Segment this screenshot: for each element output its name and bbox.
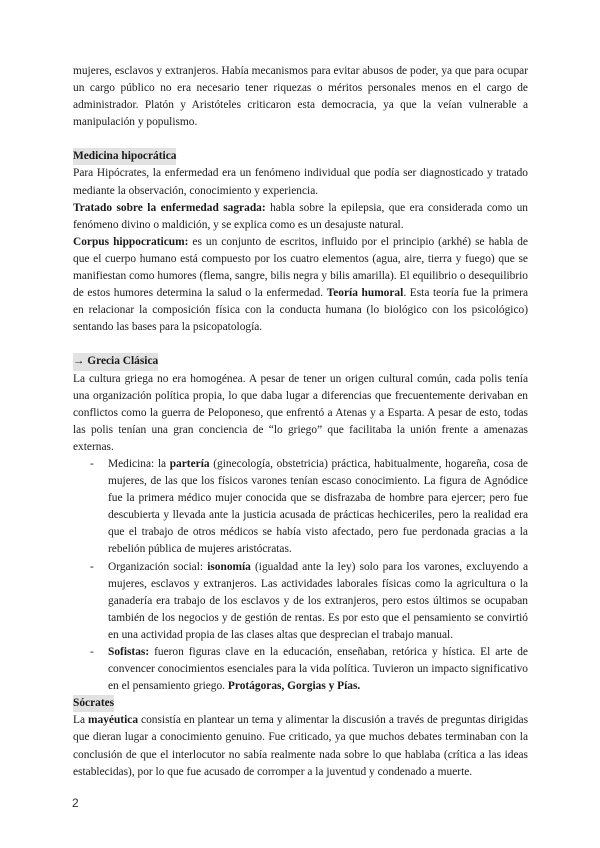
medicina-paragraph-3 [73, 234, 528, 337]
list-item-organizacion [108, 559, 528, 644]
grecia-list [73, 456, 528, 695]
list-item-text: Medicina: la [108, 457, 170, 470]
term-teoria-humoral: Teoría humoral [326, 287, 404, 300]
term-isonomia: isonomía [207, 560, 251, 573]
socrates-text-b: consistía en plantear un tema y alimentar la discusión a través de preguntas dirigidas que dieran lugar a conocimiento genuino. Fue criticado, ya que muchos debates terminaban con la conclusión de que el interlocutor no sabía realmente nada sobre lo que hablaba (crítica a las ideas establecidas), por lo que fue acusado de corromper a la juventud y condenado a muerte. [73, 714, 528, 778]
medicina-paragraph-2 [73, 200, 528, 234]
page-number: 2 [72, 796, 79, 810]
term-protagoras-gorgias: Protágoras, Gorgias y Pías. [227, 680, 361, 693]
socrates-paragraph [73, 712, 528, 780]
list-item-medicina [108, 456, 528, 559]
list-item-text: fueron figuras clave en la educación, enseñaban, retórica y hística. El arte de convencer conocimientos esenciales para la vida política. Tuvieron un impacto significativo en el pensamiento griego. [108, 646, 528, 693]
list-item-text: (ginecología, obstetricia) práctica, habitualmente, hogareña, cosa de mujeres, de las que los físicos varones tenían escaso conocimiento. La figura de Agnódice fue la primera médico mujer conocida que se disfrazaba de hombre para ejercer; pero fue descubierta y llevada ante la justicia acusada de prácticas hechiceriles, pero la realidad era que el trabajo de otros médicos se había visto afectado, pero fue perdonada gracias a la rebelión pública de mujeres aristócratas. [108, 457, 528, 556]
term-sofistas: Sofistas: [108, 646, 150, 658]
heading-medicina-hipocratica: Medicina hipocrática [73, 148, 176, 165]
medicina-paragraph-3-text-a: es un conjunto de escritos, influido por el principio (arkhé) se habla de que el cuerpo humano está compuesto por los cuatro elementos (agua, aire, tierra y fuego) que se manifiestan como humores (flema, sangre, bilis negra y bilis amarilla). El equilibrio o desequilibrio de estos humores determina la salud o la enfermedad. [73, 235, 528, 300]
list-item-text: (igualdad ante la ley) solo para los varones, excluyendo a mujeres, esclavos y extranjeros. Las actividades laborales físicas como la agricultura o la ganadería era trabajo de los esclavos y de los extranjeros, pero estos últimos se ocupaban también de los negocios y de gestión de rentas. Es por esto que el pensamiento se convirtió en una actividad propia de las clases altas que desprecian el trabajo manual. [108, 560, 528, 641]
term-parteria: partería [169, 457, 210, 470]
document-page [73, 63, 528, 781]
list-item-text: Organización social: [108, 560, 208, 573]
spacer [73, 336, 528, 353]
term-tratado: Tratado sobre la enfermedad sagrada: [73, 201, 266, 214]
spacer [73, 131, 528, 148]
list-item-sofistas [108, 644, 528, 695]
grecia-paragraph-1: La cultura griega no era homogénea. A pesar de tener un origen cultural común, cada polis tenía una organización política propia, lo que daba lugar a diferencias que frecuentemente derivaban en conflictos como la guerra de Peloponeso, que enfrentó a Atenas y a Esparta. A pesar de esto, todas las polis tenían una gran conciencia de “lo griego” que facilitaba la unión frente a amenazas externas. [73, 372, 528, 453]
term-mayeutica: mayéutica [88, 714, 139, 727]
heading-grecia-clasica: → Grecia Clásica [73, 353, 158, 370]
heading-socrates: Sócrates [73, 695, 114, 712]
medicina-paragraph-3-text-b: . Esta teoría fue la primera en relacionar la composición física con la conducta humana (lo biológico con los psicológico) sentando las bases para la psicopatología. [73, 287, 528, 334]
socrates-text-a: La [73, 714, 89, 727]
term-corpus: Corpus hippocraticum: [73, 235, 189, 248]
medicina-paragraph-2-text: habla sobre la epilepsia, que era considerada como un fenómeno divino o maldición, y se explica como es un desajuste natural. [73, 201, 528, 231]
intro-paragraph: mujeres, esclavos y extranjeros. Había mecanismos para evitar abusos de poder, ya que para ocupar un cargo público no era necesario tener riquezas o méritos personales menos en el cargo de administrador. Platón y Aristóteles criticaron esta democracia, ya que la veían vulnerable a manipulación y populismo. [73, 65, 528, 129]
medicina-paragraph-1: Para Hipócrates, la enfermedad era un fenómeno individual que podía ser diagnosticado y tratado mediante la observación, conocimiento y experiencia. [73, 167, 528, 197]
